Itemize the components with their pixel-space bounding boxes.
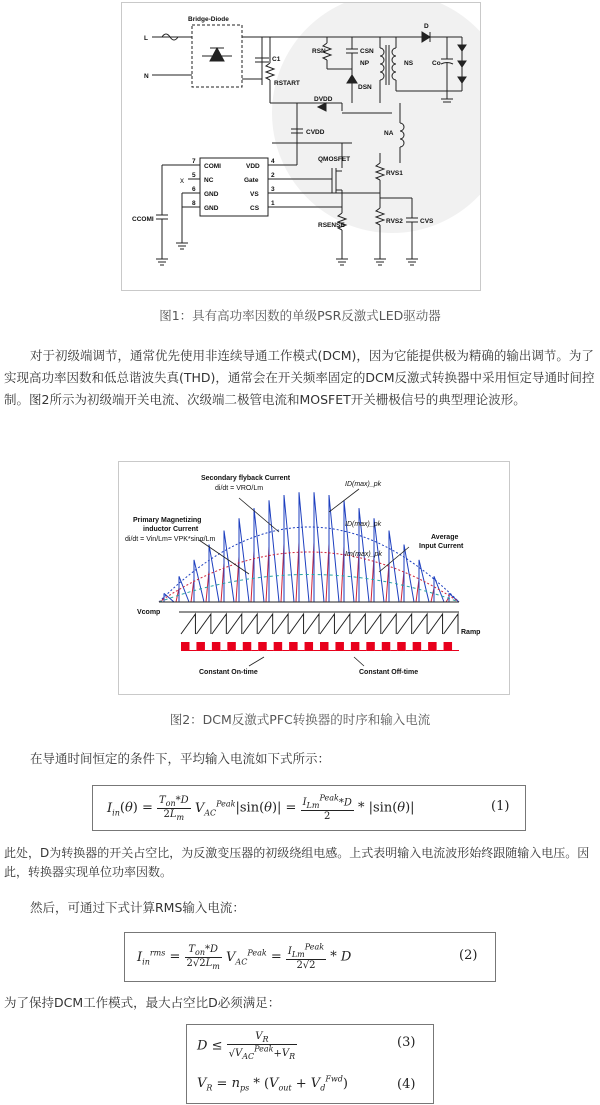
pin-nc: NC — [204, 177, 214, 184]
pin-num-5: 5 — [192, 172, 196, 179]
equation-3-number: (3) — [397, 1035, 416, 1050]
label-dsn: DSN — [358, 84, 372, 91]
secondary-current-pulse — [209, 545, 219, 602]
pin-vs: VS — [250, 191, 259, 198]
label-ns: NS — [404, 60, 414, 67]
gate-low-level — [375, 650, 382, 651]
gate-low-level — [390, 650, 397, 651]
gate-pulse — [274, 642, 282, 651]
label-ramp: Ramp — [461, 629, 481, 636]
label-rstart: RSTART — [274, 80, 300, 87]
gate-pulse — [212, 642, 220, 651]
gate-low-level — [344, 650, 351, 651]
label-dvdd: DVDD — [314, 96, 333, 103]
pin-gnd-2: GND — [204, 205, 219, 212]
label-na: NA — [384, 130, 394, 137]
gate-pulse — [227, 642, 235, 651]
equation-1-box — [92, 785, 526, 831]
pin-num-6: 6 — [192, 186, 196, 193]
gate-pulse — [196, 642, 204, 651]
paragraph-4: 然后，可通过下式计算RMS输入电流： — [30, 900, 245, 915]
label-rvs2: RVS2 — [386, 218, 403, 225]
gate-low-level — [437, 650, 444, 651]
pin-gate: Gate — [244, 177, 259, 184]
secondary-current-pulse — [194, 560, 204, 602]
pin-comi: COMI — [204, 163, 221, 170]
pin-num-2: 2 — [271, 172, 275, 179]
gate-low-level — [189, 650, 196, 651]
secondary-current-pulse — [284, 495, 294, 602]
gate-pulse — [289, 642, 297, 651]
gate-pulse — [320, 642, 328, 651]
gate-pulse — [428, 642, 436, 651]
secondary-current-pulse — [239, 518, 249, 602]
pin-num-7: 7 — [192, 158, 196, 165]
gate-pulse — [181, 642, 189, 651]
secondary-current-pulse — [254, 508, 264, 602]
secondary-current-pulse — [224, 531, 234, 602]
gate-low-level — [282, 650, 289, 651]
pin-num-8: 8 — [192, 200, 196, 207]
gate-low-level — [236, 650, 243, 651]
label-rvs1: RVS1 — [386, 170, 403, 177]
label-primary-didt: di/dt = Vin/Lm= VPK*sinα/Lm — [125, 536, 216, 543]
label-secondary-current: Secondary flyback Current — [201, 475, 291, 482]
paragraph-5: 为了保持DCM工作模式，最大占空比D必须满足： — [4, 995, 281, 1010]
paragraph-2: 在导通时间恒定的条件下，平均输入电流如下式所示： — [30, 751, 331, 766]
label-np: NP — [360, 60, 370, 67]
gate-low-level — [359, 650, 366, 651]
label-on-time: Constant On-time — [199, 669, 258, 676]
label-input-current: Input Current — [419, 543, 464, 550]
label-l: L — [144, 35, 148, 42]
gate-pulse — [351, 642, 359, 651]
pin-num-1: 1 — [271, 200, 275, 207]
pin-cs: CS — [250, 205, 260, 212]
label-n: N — [144, 73, 149, 80]
label-primary-1: Primary Magnetizing — [133, 517, 202, 524]
gate-low-level — [205, 650, 212, 651]
paragraph-3: 此处，D为转换器的开关占空比，为反激变压器的初级绕组电感。上式表明输入电流波形始终跟随输入电压。因此，转换器实现单位功率因数。 — [4, 846, 590, 879]
gate-pulse — [366, 642, 374, 651]
paragraph-1: 对于初级端调节，通常优先使用非连续导通工作模式(DCM)，因为它能提供极为精确的输出调节。为了实现高功率因数和低总谐波失真(THD)，通常会在开关频率固定的DCM反激式转换器中采用恒定导通时间控制。图2所示为初级端开关电流、次级端二极管电流和MOSFET开关栅极信号的典型理论波形。 — [4, 348, 595, 407]
gate-low-level — [251, 650, 258, 651]
secondary-current-pulse — [404, 545, 414, 602]
equation-3-4-box — [186, 1024, 434, 1104]
pin-num-3: 3 — [271, 186, 275, 193]
gate-pulse — [335, 642, 343, 651]
figure2-waveforms — [119, 462, 509, 694]
equation-4: $V_R = n_{ps} * (V_{out} + V_d^{Fwd})$ — [197, 1075, 348, 1093]
gate-pulse — [305, 642, 313, 651]
gate-pulse — [382, 642, 390, 651]
label-primary-2: inductor Current — [143, 526, 199, 533]
label-secondary-didt: di/dt = VRO/Lm — [215, 485, 264, 492]
secondary-current-pulse — [314, 492, 324, 602]
pin-vdd: VDD — [246, 163, 260, 170]
gate-pulse — [413, 642, 421, 651]
figure1-caption: 图1：具有高功率因数的单级PSR反激式LED驱动器 — [159, 308, 441, 323]
secondary-current-pulse — [299, 492, 309, 602]
label-id-max-pk-2: ID(max)_pk — [345, 521, 382, 528]
label-average: Average — [431, 534, 459, 541]
gate-low-level — [298, 650, 305, 651]
secondary-current-pulse — [389, 531, 399, 602]
pin-num-4: 4 — [271, 158, 275, 165]
label-ccomi: CCOMI — [132, 216, 154, 223]
label-c1: C1 — [272, 56, 281, 63]
figure1-schematic — [122, 3, 480, 290]
svg-text:x: x — [180, 176, 184, 185]
gate-low-level — [452, 650, 459, 651]
secondary-current-pulse — [374, 518, 384, 602]
label-id-max-pk-1: ID(max)_pk — [345, 481, 382, 488]
gate-pulse — [444, 642, 452, 651]
gate-low-level — [328, 650, 335, 651]
equation-1-number: (1) — [491, 799, 510, 814]
gate-pulse — [258, 642, 266, 651]
gate-low-level — [421, 650, 428, 651]
label-csn: CSN — [360, 48, 374, 55]
equation-3: D ≤ $\frac{V_R}{√V_{AC}^{Peak}+V_R}$ — [197, 1031, 296, 1062]
equation-2-box — [124, 932, 496, 982]
gate-pulse — [397, 642, 405, 651]
equation-1: $I_{in}(\theta)$ = $\frac{T_{on}*D}{2L_m}$ $V_{AC}^{Peak}|\sin(\theta)|$ = $\frac{I_{Lm}^{Peak}*D}{2}$ * |sin(θ)| — [107, 794, 415, 823]
gate-low-level — [406, 650, 413, 651]
label-rsense: RSENSE — [318, 222, 345, 229]
pin-gnd-1: GND — [204, 191, 219, 198]
figure2-frame — [118, 461, 510, 695]
secondary-current-pulse — [269, 500, 279, 602]
equation-2: $I_{in}^{rms}$ = $\frac{T_{on}*D}{2√2L_m}$ $V_{AC}^{Peak}$ = $\frac{I_{Lm}^{Peak}}{2√2}$ * D — [137, 943, 352, 972]
label-bridge-diode: Bridge-Diode — [188, 16, 229, 23]
label-cvdd: CVDD — [306, 129, 325, 136]
label-cvs: CVS — [420, 218, 434, 225]
figure1-frame — [121, 2, 481, 291]
gate-low-level — [313, 650, 320, 651]
gate-low-level — [267, 650, 274, 651]
label-off-time: Constant Off-time — [359, 669, 419, 676]
label-qmosfet: QMOSFET — [318, 156, 351, 163]
label-im-max-pk: Im(max)_pk — [345, 551, 382, 558]
gate-pulse — [243, 642, 251, 651]
figure2-caption: 图2：DCM反激式PFC转换器的时序和输入电流 — [169, 712, 431, 727]
equation-2-number: (2) — [459, 948, 478, 963]
label-vcomp: Vcomp — [137, 609, 161, 616]
label-co: Co — [432, 60, 441, 67]
ramp-sawtooth — [181, 614, 458, 634]
gate-low-level — [220, 650, 227, 651]
label-rsn: RSN — [312, 48, 326, 55]
label-d: D — [424, 23, 429, 30]
equation-4-number: (4) — [397, 1077, 416, 1092]
